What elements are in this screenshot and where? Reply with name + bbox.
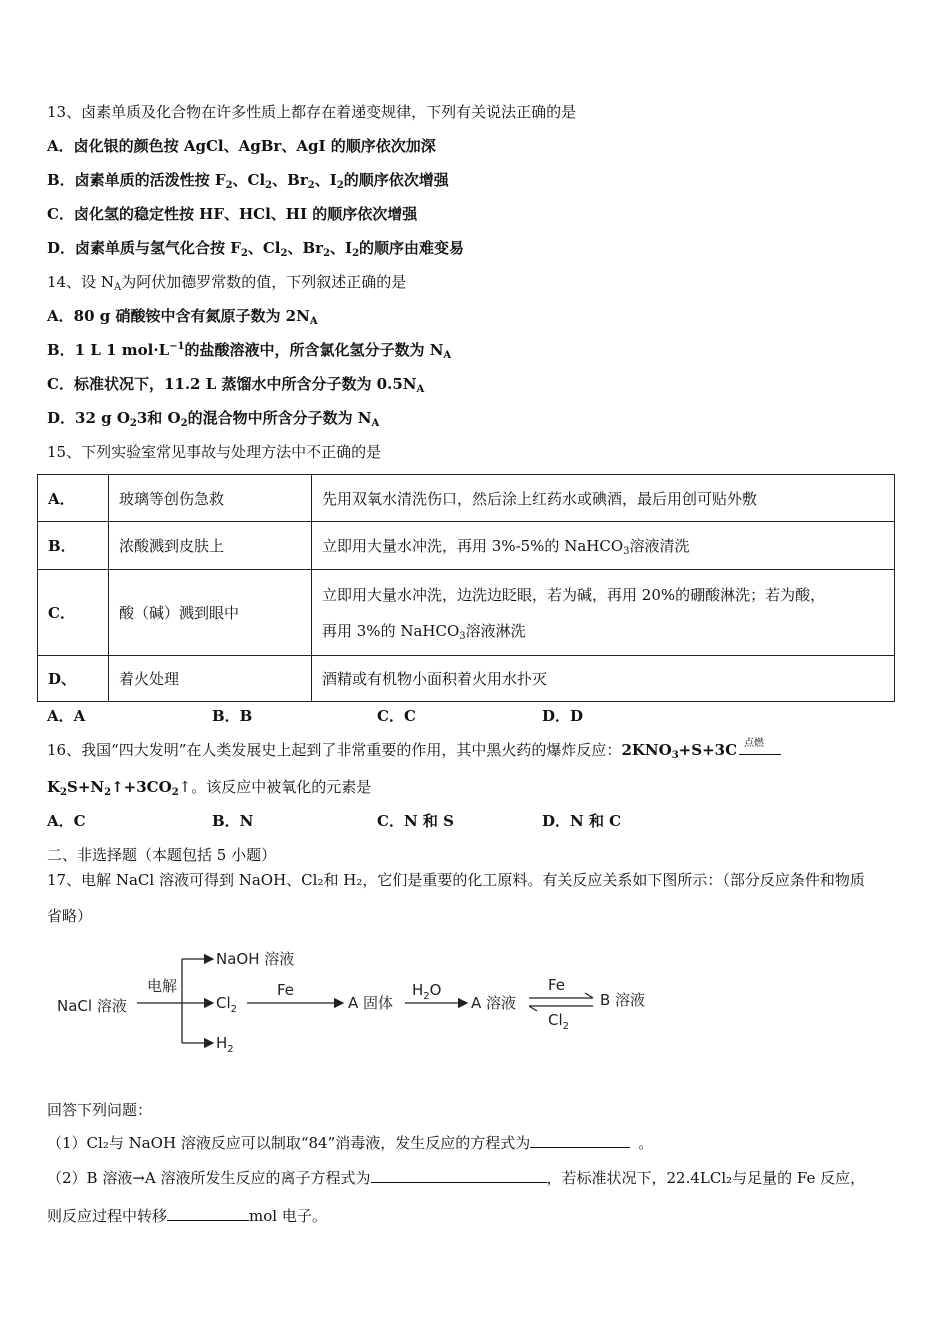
q17-stem-line1: 17、电解 NaCl 溶液可得到 NaOH、Cl₂和 H₂，它们是重要的化工原料。有关反应关系如下图所示：（部分反应条件和物质	[47, 871, 865, 889]
table-row	[38, 570, 895, 656]
q15-option: A．A	[47, 707, 86, 725]
q15-stem: 15、下列实验室常见事故与处理方法中不正确的是	[47, 443, 382, 461]
row-method: 立即用大量水冲洗，再用 3%-5%的 NaHCO$_3$溶液清洗	[312, 522, 895, 570]
q16-options	[47, 811, 621, 831]
reaction-flow-diagram	[55, 945, 665, 1060]
q16-option: C．N 和 S	[377, 812, 454, 830]
q16-line1: 16、我国“四大发明”在人类发展史上起到了非常重要的作用，其中黑火药的爆炸反应：$2KNO_3+S+3C$ 点燃	[47, 740, 781, 760]
row-label: C．	[38, 570, 109, 656]
answer-intro: 回答下列问题：	[47, 1101, 153, 1119]
row-accident: 着火处理	[109, 656, 312, 702]
q15-option: D．D	[542, 707, 584, 725]
row-method: 酒精或有机物小面积着火用水扑灭	[312, 656, 895, 702]
q16-option: B．N	[212, 812, 254, 830]
row-accident: 酸（碱）溅到眼中	[109, 570, 312, 656]
q13-option-c: C．卤化氢的稳定性按 HF、HCl、HI 的顺序依次增强	[47, 205, 418, 223]
q15-options	[47, 706, 583, 726]
row-label: B．	[38, 522, 109, 570]
cl2-label-2: $Cl_2$	[548, 1011, 570, 1032]
h2-label: $H_2$	[216, 1034, 234, 1055]
answer-blank[interactable]	[167, 1206, 249, 1221]
q13-option-d: D．卤素单质与氢气化合按 $F_2$、$Cl_2$、$Br_2$、$I_2$的顺序由难变易	[47, 239, 465, 259]
solution-b-label: B 溶液	[600, 991, 646, 1009]
arrow-forward-head	[585, 993, 593, 998]
cl2-label: $Cl_2$	[216, 994, 238, 1015]
q17-stem-line2: 省略）	[47, 907, 93, 925]
q13-option-b: B．卤素单质的活泼性按 $F_2$、$Cl_2$、$Br_2$、$I_2$的顺序依次增强	[47, 171, 449, 191]
h2o-label: $H_2O$	[412, 981, 442, 1002]
section-title: 二、非选择题（本题包括 5 小题）	[47, 846, 277, 864]
q15-option: B．B	[212, 707, 253, 725]
table-row	[38, 522, 895, 570]
q14-option-a: A．80 g 硝酸铵中含有氮原子数为 $2N_A$	[47, 307, 318, 327]
answer-blank[interactable]	[530, 1133, 630, 1148]
nacl-label: NaCl 溶液	[57, 997, 127, 1015]
fe-label-1: Fe	[277, 981, 295, 999]
row-label: D、	[38, 656, 109, 702]
q15-option: C．C	[377, 707, 416, 725]
fe-label-2: Fe	[548, 976, 566, 994]
q17-part2: （2）B 溶液→A 溶液所发生反应的离子方程式为 ，若标准状况下，22.4LCl₂与足量的 Fe 反应，	[47, 1169, 866, 1187]
q14-option-d: D．32 g $O_23$和 $O_2$的混合物中所含分子数为 $N_A$	[47, 409, 380, 429]
q16-option: D．N 和 C	[542, 812, 622, 830]
q16-option: A．C	[47, 812, 86, 830]
table-row	[38, 475, 895, 522]
arrow-backward-head	[529, 1006, 537, 1011]
table-row	[38, 656, 895, 702]
row-accident: 浓酸溅到皮肤上	[109, 522, 312, 570]
electrolysis-label: 电解	[147, 977, 178, 995]
row-method: 立即用大量水冲洗，边洗边眨眼，若为碱，再用 20%的硼酸淋洗；若为酸， 再用 3%的 NaHCO$_3$溶液淋洗	[312, 570, 895, 656]
solid-a-label: A 固体	[348, 994, 394, 1012]
naoh-label: NaOH 溶液	[216, 950, 295, 968]
q14-option-b: B．1 L 1 $mol\cdot L^{-1}$的盐酸溶液中，所含氯化氢分子数为 $N_A$	[47, 341, 452, 361]
q13-option-a: A．卤化银的颜色按 AgCl、AgBr、AgI 的顺序依次加深	[47, 137, 436, 155]
q16-line2: $K_2S+N_2↑+3CO_2↑$。该反应中被氧化的元素是	[47, 778, 372, 798]
reaction-arrow-ignite: 点燃	[739, 742, 781, 755]
q17-part1: （1）Cl₂与 NaOH 溶液反应可以制取“84”消毒液，发生反应的方程式为 。	[47, 1134, 654, 1152]
row-accident: 玻璃等创伤急救	[109, 475, 312, 522]
q15-table	[37, 474, 895, 702]
answer-blank[interactable]	[371, 1168, 547, 1183]
solution-a-label: A 溶液	[471, 994, 517, 1012]
q14-option-c: C．标准状况下，11.2 L 蒸馏水中所含分子数为 $0.5N_A$	[47, 375, 425, 395]
q17-part3: 则反应过程中转移 mol 电子。	[47, 1207, 327, 1225]
q13-stem: 13、卤素单质及化合物在许多性质上都存在着递变规律，下列有关说法正确的是	[47, 103, 577, 121]
row-method: 先用双氧水清洗伤口，然后涂上红药水或碘酒，最后用创可贴外敷	[312, 475, 895, 522]
row-label: A．	[38, 475, 109, 522]
q14-stem: 14、设 $N_A$为阿伏加德罗常数的值，下列叙述正确的是	[47, 273, 407, 293]
